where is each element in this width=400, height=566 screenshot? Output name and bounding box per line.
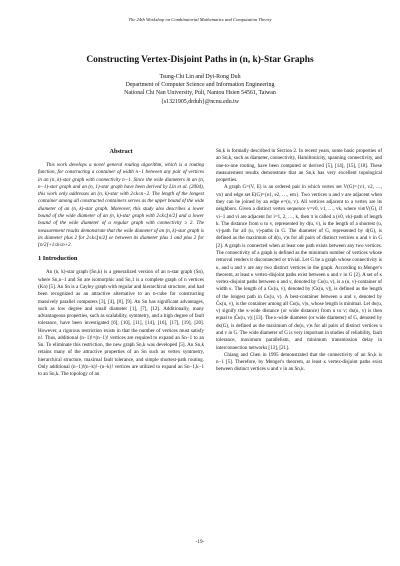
paper-authors: Tsung-Chi Lin and Dyi-Rong Duh [159,74,241,80]
paper-title: Constructing Vertex-Disjoint Paths in (n, k)-Star Graphs [86,55,314,65]
body-paragraph: A graph G=(V, E) is an ordered pair in which vertex set V(G)={v1, v2, …, vn} and edge set E(G)={e1, e2, …, em}. Two vertices u and v are adjacent when they can be joined by an edge e=(u, v). All vertices adjacent to a vertex are its neighbors. Given a distinct vertex sequence v=v0, v1, …, vk, where vi∈V(G), if vi−1 and vi are adjacent for i=1, 2, …, k, then π is called a (v0, vk)-path of length k. The distance from u to v, represented by d(u, v), is the length of a shortest (u, v)-path for all (u, v)-paths in G. The diameter of G, represented by d(G), is defined as the maximum of d(u, v)s for all pairs of distinct vertices u and v in G [2]. A graph is connected when at least one path exists between any two vertices. The connectivity of a graph is defined as the minimum number of vertices whose removal renders it disconnected or trivial. Let G be a graph whose connectivity is κ, and u and v are any two distinct vertices in the graph. According to Menger's theorem, at least κ vertex-disjoint paths exist between u and v in G [2]. A set of κ vertex-disjoint paths between u and v, denoted by Cκ(u, v), is a (u, v)-container of width κ. The length of a Cκ(u, v), denoted by |Cκ(u, v)|, is defined as the length of the longest path in Cκ(u, v). A best-container between u and v, denoted by C̄κ(u, v), is the container among all Cκ(u, v)s, whose length is minimal. Let dκ(u, v) signify the κ-wide distance (or wide distance) from u to v; dκ(u, v) is then equal to |C̄κ(u, v)| [13]. The κ-wide diameter (or wide diameter) of G, denoted by dκ(G), is defined as the maximum of dκ(u, v)s for all pairs of distinct vertices u and v in G. The wide diameter of G is very important in studies of reliability, fault tolerance, maximum parallelism, and minimum transmission delay in interconnection networks [13], [21]. [216,184,382,351]
right-column [216,148,382,374]
conference-header: The 24th Workshop on Combinatorial Mathematics and Computation Theory [128,17,272,22]
body-paragraph: Chiang and Chen in 1995 demonstrated that the connectivity of an Sn,k is n−1 [5]. Therefore, by Menger's theorem, at least κ vertex-disjoint paths exist between distinct vertices u and v in an Sn,k. [216,351,382,373]
body-paragraph: An (n, k)-star graph (Sn,k) is a generalized version of an n-star graph (Sn), where Sn,n−1 and Sn are isomorphic and Sn,1 is a complete graph of n vertices (Kn) [5]. An Sn is a Cayley graph with regular and hierarchical structure, and had been recognized as an attractive alternative to an n-cube for constructing massively parallel computers [3], [4], [8], [9]. An Sn has significant advantages, such as low degree and small diameter [1], [7], [12]. Additionally, many advantageous properties, such as scalability, symmetry, and a high degree of fault tolerance, have been investigated [6], [10], [11], [14], [16], [17], [19], [20]. However, a rigorous restriction exists in that the number of vertices must satisfy n!. Thus, additional (n−1)!×(n−1)! vertices are required to expand an Sn−1 to an Sn. To eliminate this restriction, the new graph Sn,k was developed [5]. An Sn,k retains many of the attractive properties of an Sn such as vertex symmetry, hierarchical structure, maximal fault tolerance, and simple shortest-path routing. Only additional (n−1)!(n−k)!−(n−k)! vertices are utilized to expand an Sn−1,k−1 to an Sn,k. The topology of an [38,269,204,378]
affiliation-line: National Chi Nan University, Puli, Nantou Hsien 54561, Taiwan [124,90,276,97]
author-affiliation [20,81,380,106]
page-number: -19- [195,539,205,545]
abstract-heading: Abstract [109,148,133,155]
body-paragraph: Sn,k is formally described in Section 2. In recent years, some basic properties of an Sn,k, such as diameter, connectivity, Hamiltonicity, spanning connectivity, and one-to-one routing, have been computed or derived [5], [14], [15], [18]. These measurement results demonstrate that an Sn,k has very excellent topological properties. [216,148,382,184]
left-column [38,148,204,379]
section-heading-introduction: 1 Introduction [38,255,78,263]
abstract-paragraph: This work develops a novel general routing algorithm, which is a routing function, for constructing a container of width n−1 between any pair of vertices in an (n, k)-star graph with connectivity n−1. Since the wide diameters in an (n, n−1)-star graph and an (n, 1)-star graph have been derived by Lin et al. (2004), this work only addresses an (n, k)-star with 2≤k≤n−2. The length of the longest container among all constructed containers serves as the upper bound of the wide diameter of an (n, k)-star graph. Moreover, this study also describes a lower bound of the wide diameter of an (n, k)-star graph with 2≤k≤⌊n/2⌋ and a lower bound of the wide diameter of a regular graph with connectivity ≥ 2. The measurement results demonstrate that the wide diameter of an (n, k)-star graph is its diameter plus 2 for 2≤k≤⌊n/2⌋ or between its diameter plus 1 and plus 2 for ⌊n/2⌋+1≤k≤n+2. [38,162,204,249]
abstract-body [38,162,204,249]
email-line: {s1321905,drduh}@ncnu.edu.tw [161,98,239,105]
affiliation-line: Department of Computer Science and Information Engineering [125,82,275,88]
